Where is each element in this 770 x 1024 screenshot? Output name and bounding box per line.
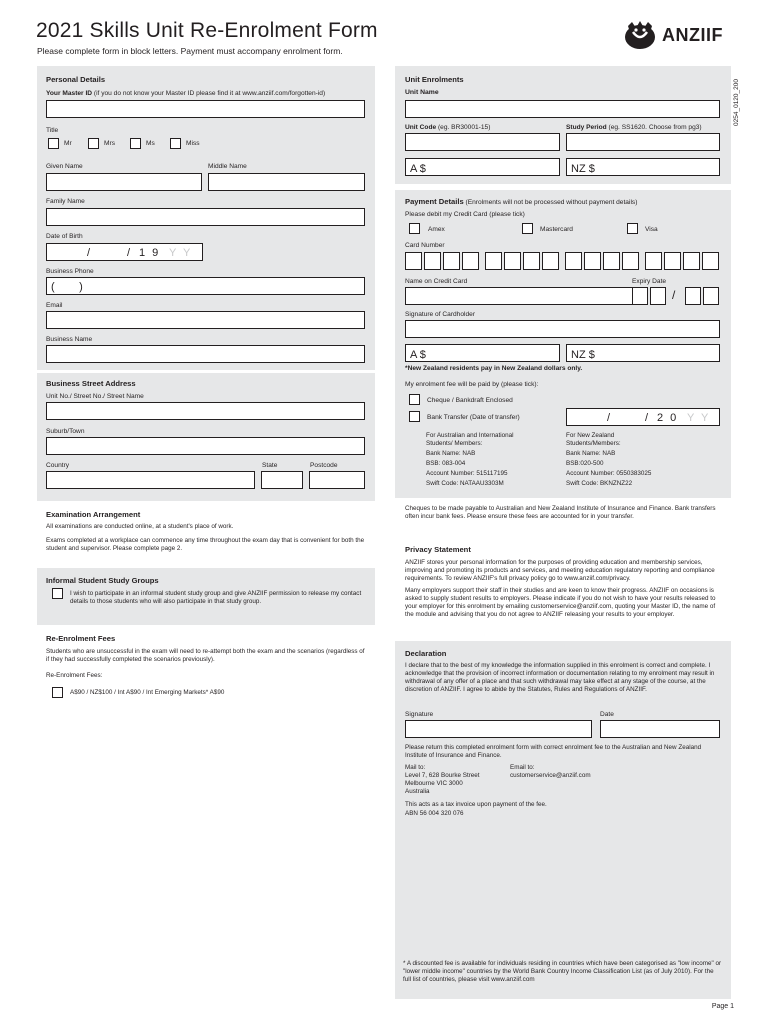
- middle-name-label: Middle Name: [208, 163, 247, 170]
- payment-aud-prefix: A $: [410, 349, 426, 361]
- payment-heading-note: (Enrolments will not be processed without payment details): [465, 199, 638, 206]
- unit-fee-aud-field[interactable]: [405, 158, 560, 176]
- unit-code-label: [405, 124, 490, 131]
- expiry-year-digit-1[interactable]: [685, 287, 701, 305]
- country-label: Country: [46, 462, 70, 469]
- business-name-field[interactable]: [46, 345, 365, 363]
- unit-fee-aud-prefix: A $: [410, 163, 426, 175]
- title-label: Title: [46, 127, 59, 134]
- country-field[interactable]: [46, 471, 255, 489]
- dob-label: Date of Birth: [46, 233, 83, 240]
- unit-code-label-text: Unit Code: [405, 124, 437, 131]
- visa-label: Visa: [645, 226, 658, 233]
- personal-details-heading: Personal Details: [46, 75, 106, 84]
- transfer-date-century: 2 0: [657, 412, 679, 424]
- card-digit-box[interactable]: [523, 252, 540, 270]
- card-digit-box[interactable]: [584, 252, 601, 270]
- au-bank-line: Students/ Members:: [426, 440, 483, 447]
- nz-bank-details: [566, 432, 651, 488]
- unit-fee-nzd-field[interactable]: [566, 158, 720, 176]
- state-field[interactable]: [261, 471, 303, 489]
- visa-checkbox[interactable]: [627, 223, 638, 234]
- cheque-checkbox[interactable]: [409, 394, 420, 405]
- form-subtitle: Please complete form in block letters. Payment must accompany enrolment form.: [37, 46, 343, 56]
- exam-text-1: All examinations are conducted online, at a student's place of work.: [46, 523, 234, 530]
- declaration-signature-label: Signature: [405, 711, 434, 718]
- study-period-hint: (eg. SS1620. Choose from pg3): [608, 124, 702, 131]
- anziif-logo: [622, 18, 737, 52]
- unit-enrolments-heading: Unit Enrolments: [405, 75, 464, 84]
- unit-name-label: Unit Name: [405, 89, 439, 96]
- exam-heading: Examination Arrangement: [46, 510, 141, 519]
- payment-aud-field[interactable]: [405, 344, 560, 362]
- bank-transfer-checkbox[interactable]: [409, 411, 420, 422]
- mastercard-checkbox[interactable]: [522, 223, 533, 234]
- unit-code-hint: (eg. BR30001-15): [437, 124, 491, 131]
- expiry-separator: /: [672, 288, 676, 302]
- card-digit-box[interactable]: [645, 252, 662, 270]
- anziif-emblem-icon: [622, 20, 658, 50]
- email-address: [510, 764, 591, 780]
- card-digit-box[interactable]: [462, 252, 479, 270]
- card-digit-box[interactable]: [443, 252, 460, 270]
- privacy-text-2: Many employers support their staff in their studies and are keen to know their progress. ANZIIF on occasions is asked to supply student results to employers. Please indicate if you do not wish to have your results released to your employer for this enrolment by emailing customerservice@anziif.com, quoting your Master ID, the name of the module and advising that you do not agree to ANZIIF releasing your results to your employer.: [405, 587, 716, 618]
- fees-heading: Re-Enrolment Fees: [46, 634, 116, 643]
- au-bank-line: Swift Code: NATAAU3303M: [426, 480, 504, 487]
- form-code: 0254_0120_200: [733, 79, 740, 126]
- middle-name-field[interactable]: [208, 173, 365, 191]
- business-name-label: Business Name: [46, 336, 93, 343]
- mastercard-label: Mastercard: [540, 226, 573, 233]
- nz-bank-line: Bank Name: NAB: [566, 450, 616, 457]
- transfer-date-year-placeholder: Y Y: [687, 412, 711, 424]
- suburb-field[interactable]: [46, 437, 365, 455]
- card-digit-box[interactable]: [702, 252, 719, 270]
- area-code-brackets: ( ): [51, 281, 83, 293]
- amex-checkbox[interactable]: [409, 223, 420, 234]
- payment-heading-row: [405, 197, 637, 206]
- mail-label: Mail to:: [405, 764, 426, 771]
- name-on-card-field[interactable]: [405, 287, 640, 305]
- fee-option-label: A$90 / NZ$100 / Int A$90 / Int Emerging Markets* A$90: [70, 689, 225, 696]
- form-title: 2021 Skills Unit Re-Enrolment Form: [36, 19, 378, 42]
- declaration-signature-field[interactable]: [405, 720, 592, 738]
- business-phone-field[interactable]: [46, 277, 365, 295]
- declaration-date-label: Date: [600, 711, 614, 718]
- expiry-month-digit-2[interactable]: [650, 287, 666, 305]
- payment-nzd-field[interactable]: [566, 344, 720, 362]
- expiry-year-digit-2[interactable]: [703, 287, 719, 305]
- nz-bank-line: BSB:020-500: [566, 460, 604, 467]
- bank-transfer-label: Bank Transfer (Date of transfer): [427, 414, 520, 421]
- given-name-label: Given Name: [46, 163, 83, 170]
- brand-name: ANZIIF: [662, 24, 723, 45]
- debit-label: Please debit my Credit Card (please tick): [405, 211, 525, 218]
- postcode-label: Postcode: [310, 462, 338, 469]
- mail-line: Melbourne VIC 3000: [405, 780, 463, 787]
- declaration-heading: Declaration: [405, 649, 447, 658]
- title-ms-label: Ms: [146, 140, 155, 147]
- card-digit-box[interactable]: [405, 252, 422, 270]
- mail-line: Level 7, 628 Bourke Street: [405, 772, 480, 779]
- unit-name-field[interactable]: [405, 100, 720, 118]
- title-mr-label: Mr: [64, 140, 72, 147]
- card-number-label: Card Number: [405, 242, 445, 249]
- title-ms-checkbox[interactable]: [130, 138, 141, 149]
- nz-bank-line: Students/Members:: [566, 440, 621, 447]
- email-to-label: Email to:: [510, 764, 535, 771]
- cardholder-signature-label: Signature of Cardholder: [405, 311, 476, 318]
- nz-bank-line: Swift Code: BKNZNZ22: [566, 480, 633, 487]
- nz-bank-line: Account Number: 0550383025: [566, 470, 652, 477]
- name-on-card-label: Name on Credit Card: [405, 278, 468, 285]
- expiry-label: Expiry Date: [632, 278, 667, 285]
- paid-by-label: My enrolment fee will be paid by (please tick):: [405, 381, 539, 388]
- suburb-label: Suburb/Town: [46, 428, 85, 435]
- title-mrs-checkbox[interactable]: [88, 138, 99, 149]
- fee-option-checkbox[interactable]: [52, 687, 63, 698]
- fees-label: Re-Enrolment Fees:: [46, 672, 103, 679]
- au-bank-line: Account Number: 515117195: [426, 470, 508, 477]
- given-name-field[interactable]: [46, 173, 202, 191]
- cheques-note: Cheques to be made payable to Australian and New Zealand Institute of Insurance and Finance. Bank transfers often incur bank fees. Please ensure these fees are accounted for in your transfer.: [405, 505, 716, 520]
- email-to-value[interactable]: customerservice@anziif.com: [510, 772, 591, 779]
- card-number-field[interactable]: [405, 252, 721, 270]
- declaration-text: I declare that to the best of my knowledge the information supplied in this enrolment is correct and complete. I acknowledge that the provision of incorrect information or documentation relating to my enrolment may result in withdrawal of any offer of a place and that such withdrawal may take effect at any stage of the course, at the discretion of ANZIIF. I agree to abide by the Statutes, Rules and Regulations of ANZIIF.: [405, 662, 715, 693]
- declaration-date-field[interactable]: [600, 720, 720, 738]
- master-id-label-text: Your Master ID: [46, 90, 93, 97]
- exam-text-2: Exams completed at a workplace can commence any time throughout the exam day that is convenient for both the student and supervisor. Please complete page 2.: [46, 537, 365, 552]
- dob-year-placeholder: Y Y: [169, 247, 193, 259]
- family-name-field[interactable]: [46, 208, 365, 226]
- street-field[interactable]: [46, 402, 365, 420]
- street-address-heading: Business Street Address: [46, 379, 136, 388]
- dob-field[interactable]: [46, 243, 203, 261]
- fees-text: Students who are unsuccessful in the exam will need to re-attempt both the exam and the scenarios (regardless of if they had successfully completed the scenarios previously).: [46, 648, 365, 663]
- master-id-label: [46, 90, 325, 97]
- page-number: Page 1: [711, 1003, 734, 1010]
- payment-heading: Payment Details: [405, 197, 464, 206]
- amex-label: Amex: [428, 226, 445, 233]
- title-mrs-label: Mrs: [104, 140, 115, 147]
- cardholder-signature-field[interactable]: [405, 320, 720, 338]
- privacy-text-1: ANZIIF stores your personal information for the purposes of providing education and membership services, improving and promoting its products and services, and meeting education regulatory reporting and compliance requirements. To review ANZIIF's full privacy policy go to www.anziif.com/privacy.: [405, 559, 715, 582]
- nz-bank-line: For New Zealand: [566, 432, 615, 439]
- title-mr-checkbox[interactable]: [48, 138, 59, 149]
- privacy-heading: Privacy Statement: [405, 545, 471, 554]
- business-phone-label: Business Phone: [46, 268, 94, 275]
- study-period-label: [566, 124, 702, 131]
- postcode-field[interactable]: [309, 471, 365, 489]
- card-digit-box[interactable]: [542, 252, 559, 270]
- study-period-field[interactable]: [566, 133, 720, 151]
- street-label: Unit No./ Street No./ Street Name: [46, 393, 144, 400]
- payment-nzd-prefix: NZ $: [571, 349, 595, 361]
- unit-code-field[interactable]: [405, 133, 560, 151]
- study-group-text: I wish to participate in an informal student study group and give ANZIIF permission to release my contact details to those students who will also participate in that study group.: [70, 590, 362, 605]
- card-digit-box[interactable]: [504, 252, 521, 270]
- master-id-field[interactable]: [46, 100, 365, 118]
- discount-footnote: * A discounted fee is available for individuals residing in countries which have been categorised as "low income" or "lower middle income" countries by the World Bank Country Income Classification List (as of July 2010). For the full list of countries, please visit www.anziif.com: [403, 960, 722, 983]
- unit-fee-nzd-prefix: NZ $: [571, 163, 595, 175]
- card-digit-box[interactable]: [622, 252, 639, 270]
- master-id-hint: (if you do not know your Master ID please find it at www.anziif.com/forgotten-id): [93, 90, 326, 97]
- card-digit-box[interactable]: [485, 252, 502, 270]
- title-miss-checkbox[interactable]: [170, 138, 181, 149]
- transfer-date-field[interactable]: [566, 408, 720, 426]
- expiry-month-digit-1[interactable]: [632, 287, 648, 305]
- dob-century: 1 9: [139, 247, 161, 259]
- dob-sep-2: /: [127, 247, 131, 259]
- return-text: Please return this completed enrolment form with correct enrolment fee to the Australian and New Zealand Institute of Insurance and Finance.: [405, 744, 702, 759]
- card-digit-box[interactable]: [664, 252, 681, 270]
- card-digit-box[interactable]: [603, 252, 620, 270]
- card-digit-box[interactable]: [565, 252, 582, 270]
- tax-invoice-note: This acts as a tax invoice upon payment of the fee.: [405, 801, 547, 808]
- au-bank-line: BSB: 083-004: [426, 460, 466, 467]
- declaration-section: [395, 641, 731, 999]
- au-bank-line: For Australian and International: [426, 432, 514, 439]
- email-field[interactable]: [46, 311, 365, 329]
- cheque-label: Cheque / Bankdraft Enclosed: [427, 397, 513, 404]
- abn: ABN 56 004 320 076: [405, 810, 464, 817]
- au-bank-details: [426, 432, 514, 488]
- email-label: Email: [46, 302, 63, 309]
- transfer-date-sep-1: /: [607, 412, 611, 424]
- dob-sep-1: /: [87, 247, 91, 259]
- title-miss-label: Miss: [186, 140, 200, 147]
- study-groups-heading: Informal Student Study Groups: [46, 576, 159, 585]
- study-group-checkbox[interactable]: [52, 588, 63, 599]
- au-bank-line: Bank Name: NAB: [426, 450, 476, 457]
- family-name-label: Family Name: [46, 198, 85, 205]
- card-digit-box[interactable]: [683, 252, 700, 270]
- mail-line: Australia: [405, 788, 430, 795]
- state-label: State: [262, 462, 278, 469]
- study-period-label-text: Study Period: [566, 124, 607, 131]
- card-digit-box[interactable]: [424, 252, 441, 270]
- nz-dollars-note: *New Zealand residents pay in New Zealand dollars only.: [405, 365, 583, 372]
- transfer-date-sep-2: /: [645, 412, 649, 424]
- mail-address: [405, 764, 480, 796]
